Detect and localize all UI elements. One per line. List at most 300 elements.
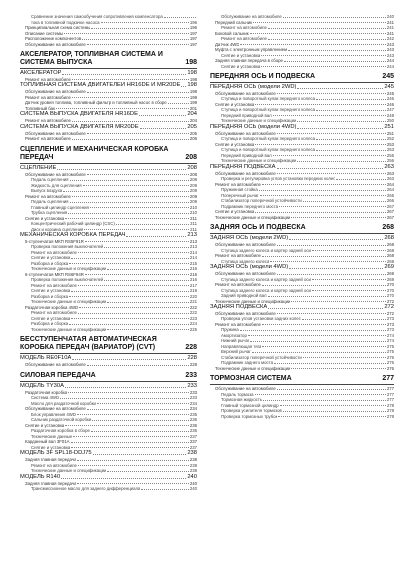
toc-entry-title: Датчик уровня топлива, топливный фильтр и топливный насос в сборе — [25, 100, 167, 106]
toc-entry-page: 213 — [189, 238, 197, 244]
dot-leader — [262, 324, 386, 325]
section-title: ТОРМОЗНАЯ СИСТЕМА — [210, 375, 292, 383]
toc-entry — [20, 474, 197, 481]
toc-entry-page: 237 — [189, 439, 197, 445]
toc-entry-page: 238 — [189, 462, 197, 468]
toc-entry-page: 267 — [386, 214, 394, 220]
toc-entry-page: 240 — [187, 473, 197, 480]
toc-entry-page: 234 — [189, 406, 197, 412]
toc-entry-page: 224 — [189, 321, 197, 327]
toc-entry-title: Ремонт на автомобиле — [25, 94, 71, 100]
toc-entry-title: ПЕРЕДНЯЯ ОСЬ (модели 4WD) — [210, 123, 297, 130]
toc-entry-title: Карданный вал 3F01A — [25, 439, 70, 445]
toc-entry-title: Обслуживание на автомобиле — [215, 271, 276, 277]
toc-entry-page: 270 — [386, 287, 394, 293]
toc-entry-title: Технические данные и спецификации — [215, 298, 291, 304]
toc-entry-title: Технические данные и спецификации — [215, 365, 291, 371]
toc-entry-title: Ступица заднего колеса — [221, 258, 270, 264]
dot-leader — [77, 414, 189, 415]
section-title: ПЕРЕДНЯЯ ОСЬ И ПОДВЕСКА — [210, 73, 316, 80]
toc-entry-page: 266 — [386, 198, 394, 204]
section-title: ЗАДНЯЯ ОСЬ И ПОДВЕСКА — [210, 224, 306, 232]
dot-leader — [277, 133, 386, 134]
toc-section — [20, 14, 197, 47]
toc-entry-page: 273 — [386, 327, 394, 333]
section-page-number: 208 — [185, 153, 197, 161]
section-rule — [20, 68, 197, 69]
toc-entry — [210, 164, 394, 171]
dot-leader — [278, 416, 385, 417]
toc-entry-title: Педаль сцепления — [31, 177, 69, 183]
toc-entry-page: 274 — [386, 338, 394, 344]
dot-leader — [78, 465, 189, 466]
toc-entry-page: 253 — [386, 147, 394, 153]
dot-leader — [279, 206, 386, 207]
toc-entry — [210, 64, 394, 70]
toc-entry — [20, 355, 197, 362]
toc-entry-page: 274 — [386, 332, 394, 338]
toc-entry-title: Сравнение значения самообучения сопротивления компенсатора — [31, 14, 163, 19]
dot-leader — [78, 285, 189, 286]
toc-entry-page: 250 — [386, 118, 394, 124]
dot-leader — [336, 179, 385, 180]
toc-entry-page: 228 — [187, 355, 197, 362]
toc-entry-title: Выпуск воздуха — [31, 188, 63, 194]
toc-entry-page: 270 — [386, 282, 394, 288]
toc-entry-page: 220 — [189, 293, 197, 299]
toc-entry-title: Ступица и поворотный кулак переднего колеса — [221, 107, 316, 113]
toc-entry-title: Описание системы — [25, 30, 64, 36]
toc-entry-title: Ремонт на автомобиле — [25, 136, 71, 142]
toc-entry — [210, 124, 394, 131]
dot-leader — [277, 389, 386, 390]
toc-entry — [210, 366, 394, 372]
dot-leader — [70, 202, 189, 203]
toc-entry — [210, 304, 394, 311]
dot-leader — [65, 425, 189, 426]
dot-leader — [107, 329, 188, 330]
toc-entry — [20, 124, 197, 131]
dot-leader — [77, 483, 188, 484]
toc-entry-title: Снятие и установка — [221, 63, 261, 69]
section-title: СИЛОВАЯ ПЕРЕДАЧА — [20, 371, 96, 379]
toc-entry-title: Задняя главная передача в сборе — [215, 58, 283, 63]
toc-entry-page: 272 — [384, 304, 394, 311]
toc-entry-page: 198 — [189, 76, 197, 82]
dot-leader — [270, 261, 385, 262]
toc-entry — [210, 235, 394, 242]
section-heading — [210, 73, 394, 81]
dot-leader — [297, 128, 383, 129]
toc-entry-title: Передний приводной вал — [221, 152, 272, 158]
toc-entry-title: Обслуживание на автомобиле — [25, 406, 86, 412]
toc-right-column — [210, 14, 394, 419]
toc-entry-page: 210 — [189, 210, 197, 216]
dot-leader — [291, 301, 385, 302]
toc-entry-page: 241 — [386, 19, 394, 25]
toc-entry-title: СИСТЕМА ВЫПУСКА ДВИГАТЕЛЯ MR20DE — [20, 123, 139, 130]
toc-entry-title: Ремонт на автомобиле — [25, 118, 71, 124]
dot-leader — [277, 173, 386, 174]
toc-entry-title: Обслуживание на автомобиле — [215, 170, 276, 176]
toc-entry-title: Задний приводной вал — [221, 293, 267, 299]
toc-entry-page: 244 — [386, 58, 394, 63]
toc-entry-page: 209 — [189, 199, 197, 205]
toc-entry-title: Снятие и установка — [25, 422, 65, 428]
dot-leader — [297, 88, 383, 89]
toc-entry-title: Раздаточная коробка в сборе — [31, 428, 90, 434]
dot-leader — [91, 431, 189, 432]
dot-leader — [277, 274, 386, 275]
toc-section — [20, 51, 197, 142]
toc-entry-title: Снятие и установка — [221, 52, 261, 58]
toc-entry-title: Ремонт на автомобиле — [221, 36, 267, 41]
dot-leader — [262, 184, 386, 185]
toc-entry-page: 209 — [189, 193, 197, 199]
toc-entry-title: Технические данные и спецификации — [31, 468, 107, 474]
toc-entry-page: 215 — [189, 260, 197, 266]
toc-entry-title: Обслуживание на автомобиле — [25, 362, 86, 368]
toc-entry-page: 252 — [386, 136, 394, 142]
toc-entry-title: Сальник раздаточной коробки — [31, 417, 92, 423]
toc-entry-title: Проверка положения выключателей — [31, 277, 104, 283]
dot-leader — [84, 229, 189, 230]
dot-leader — [283, 411, 386, 412]
toc-entry-title: Масло для раздаточной коробки — [31, 400, 96, 406]
toc-entry-title: Обслуживание на автомобиле — [25, 171, 86, 177]
toc-entry-page: 276 — [386, 365, 394, 371]
toc-entry-title: Ремонт на автомобиле — [31, 462, 77, 468]
toc-entry-page: 208 — [189, 171, 197, 177]
toc-entry-page: 272 — [386, 298, 394, 304]
toc-entry — [210, 414, 394, 420]
toc-entry-page: 269 — [386, 276, 394, 282]
toc-entry-page: 208 — [189, 177, 197, 183]
toc-entry-page: 198 — [189, 89, 197, 95]
toc-entry-page: 278 — [386, 413, 394, 419]
toc-entry-page: 205 — [187, 123, 197, 130]
section-page-number: 277 — [382, 375, 394, 383]
dot-leader — [263, 400, 386, 401]
toc-entry-page: 275 — [386, 343, 394, 349]
dot-leader — [65, 218, 189, 219]
section-heading — [210, 375, 394, 383]
toc-entry-page: 235 — [189, 411, 197, 417]
dot-leader — [72, 359, 186, 360]
toc-entry-page: 276 — [386, 360, 394, 366]
dot-leader — [78, 252, 189, 253]
toc-entry-title: Подрамник переднего моста — [221, 203, 279, 209]
toc-entry-title: МОДЕЛЬ TY30A — [20, 382, 64, 389]
toc-entry-page: 243 — [386, 52, 394, 58]
toc-entry-title: Стабилизатор поперечной устойчивости — [221, 198, 302, 204]
toc-entry-page: 277 — [386, 397, 394, 403]
section-heading — [210, 224, 394, 232]
toc-entry-title: Технические данные и спецификации — [31, 326, 107, 332]
toc-entry-title: Задняя главная передача — [25, 457, 77, 463]
dot-leader — [69, 324, 189, 325]
toc-entry-page: 205 — [189, 130, 197, 136]
toc-entry-page: 233 — [189, 389, 197, 395]
dot-leader — [255, 394, 386, 395]
dot-leader — [87, 174, 189, 175]
toc-entry-title: Задняя главная передача — [25, 480, 77, 486]
dot-leader — [252, 352, 386, 353]
toc-entry-page: 238 — [189, 457, 197, 463]
toc-left-column — [20, 14, 197, 492]
dot-leader — [259, 190, 386, 191]
dot-leader — [73, 436, 188, 437]
toc-entry-title: Ремонт на автомобиле — [215, 181, 261, 187]
toc-entry — [20, 486, 197, 492]
dot-leader — [312, 279, 386, 280]
toc-entry-title: СИСТЕМА ВЫПУСКА ДВИГАТЕЛЯ HR16DE — [20, 111, 138, 118]
dot-leader — [68, 392, 188, 393]
dot-leader — [70, 180, 189, 181]
section-page-number: 233 — [185, 371, 197, 379]
toc-entry-page: 244 — [386, 63, 394, 69]
dot-leader — [283, 17, 386, 18]
toc-entry-title: Технические данные и спецификации — [31, 266, 107, 272]
toc-entry-page: 273 — [386, 316, 394, 322]
toc-entry-title: Технические данные и спецификации — [31, 299, 107, 305]
toc-entry-title: Обслуживание на автомобиле — [25, 41, 86, 47]
toc-entry-page: 236 — [189, 422, 197, 428]
toc-entry-page: 233 — [187, 382, 197, 389]
dot-leader — [71, 258, 189, 259]
dot-leader — [268, 296, 386, 297]
section-heading — [20, 146, 197, 162]
toc-entry-page: 269 — [386, 258, 394, 264]
toc-entry-title: Проверка углов установки задних колес — [221, 316, 301, 322]
toc-entry-page: 243 — [386, 47, 394, 52]
toc-entry-page: 268 — [386, 247, 394, 253]
dot-leader — [260, 195, 386, 196]
toc-entry-title: Проверка положения выключателей — [31, 244, 104, 250]
dot-leader — [297, 121, 385, 122]
toc-entry-page: 233 — [189, 395, 197, 401]
dot-leader — [69, 296, 189, 297]
dot-leader — [248, 335, 386, 336]
dot-leader — [316, 110, 386, 111]
toc-entry-page: 268 — [386, 242, 394, 248]
dot-leader — [116, 224, 189, 225]
toc-entry-page: 269 — [386, 271, 394, 277]
dot-leader — [261, 66, 386, 67]
toc-entry-title: Стабилизатор поперечной устойчивости — [221, 354, 302, 360]
toc-entry-page: 196 — [189, 25, 197, 30]
toc-entry-page: 237 — [189, 433, 197, 439]
toc-entry — [20, 70, 197, 77]
dot-leader — [87, 133, 189, 134]
toc-entry-page: 276 — [386, 354, 394, 360]
toc-entry-page: 263 — [384, 163, 394, 170]
toc-entry-title: Технические данные и спецификации — [215, 214, 291, 220]
toc-entry-page: 221 — [189, 299, 197, 305]
section-page-number: 245 — [382, 73, 394, 80]
dot-leader — [240, 330, 386, 331]
toc-entry-page: 234 — [189, 400, 197, 406]
toc-entry-title: Ремонт на автомобиле — [215, 321, 261, 327]
toc-entry-title: Разборка и сборка — [31, 260, 69, 266]
toc-entry-page: 245 — [386, 90, 394, 96]
toc-entry-page: 275 — [386, 349, 394, 355]
dot-leader — [72, 196, 189, 197]
toc-entry-page: 216 — [189, 266, 197, 272]
dot-leader — [291, 217, 385, 218]
dot-leader — [284, 61, 386, 62]
toc-entry-page: 245 — [384, 84, 394, 90]
toc-entry-title: ПЕРЕДНЯЯ ПОДВЕСКА — [210, 163, 276, 170]
toc-entry-page: 278 — [386, 408, 394, 414]
dot-leader — [85, 241, 189, 242]
toc-entry — [20, 111, 197, 118]
toc-entry-page: 263 — [386, 170, 394, 176]
toc-entry-title: Поперечный рычаг — [221, 192, 259, 198]
dot-leader — [68, 213, 189, 214]
toc-entry-page: 269 — [384, 264, 394, 271]
dot-leader — [268, 28, 386, 29]
dot-leader — [63, 191, 189, 192]
dot-leader — [240, 44, 385, 45]
toc-entry-page: 196 — [189, 19, 197, 25]
dot-leader — [312, 250, 386, 251]
toc-entry-title: Ремонт на автомобиле — [25, 76, 71, 82]
toc-entry — [20, 327, 197, 333]
toc-entry-page: 198 — [187, 82, 197, 89]
dot-leader — [316, 150, 386, 151]
toc-entry-title: 5-ступенчатая МКП RS5F91R — [25, 238, 84, 244]
toc-entry-title: Передний приводной вал — [221, 112, 272, 118]
toc-entry-title: Концентрический рабочий цилиндр (CSC) — [31, 221, 115, 227]
toc-entry-title: Проверка тормозных трубок — [221, 413, 278, 419]
toc-entry-page: 241 — [386, 25, 394, 30]
toc-entry-title: Ступица и поворотный кулак переднего колеса — [221, 136, 316, 142]
toc-entry-page: 237 — [189, 444, 197, 450]
dot-leader — [87, 44, 189, 45]
dot-leader — [255, 144, 386, 145]
toc-entry-page: 228 — [189, 362, 197, 368]
dot-leader — [303, 201, 386, 202]
toc-entry-page: 268 — [384, 235, 394, 242]
toc-entry-page: 199 — [189, 94, 197, 100]
dot-leader — [253, 22, 386, 23]
dot-leader — [93, 454, 187, 455]
toc-entry-page: 214 — [189, 255, 197, 261]
toc-entry-title: Система 4WD — [31, 395, 60, 401]
dot-leader — [61, 478, 186, 479]
toc-entry-title: Ступица и поворотный кулак переднего колеса — [221, 96, 316, 102]
toc-entry-page: 263 — [386, 176, 394, 182]
dot-leader — [78, 313, 189, 314]
toc-entry-page: 246 — [386, 96, 394, 102]
toc-entry-page: 210 — [189, 204, 197, 210]
toc-entry-title: Муфта с электронным управлением — [215, 47, 288, 52]
dot-leader — [104, 247, 188, 248]
toc-entry — [20, 165, 197, 172]
dot-leader — [90, 207, 189, 208]
dot-leader — [69, 263, 189, 264]
dot-leader — [92, 420, 189, 421]
toc-entry-page: 204 — [189, 118, 197, 124]
toc-entry-title: Снятие и установка — [31, 288, 71, 294]
toc-entry-title: Верхний рычаг — [221, 349, 251, 355]
toc-entry-title: АКСЕЛЕРАТОР — [20, 70, 62, 76]
dot-leader — [71, 291, 189, 292]
toc-entry-title: Ремонт на автомобиле — [221, 25, 267, 30]
toc-entry-title: Датчик 4WD — [215, 41, 240, 47]
toc-entry-title: Пружина — [221, 327, 239, 333]
toc-entry-page: 273 — [386, 321, 394, 327]
toc-entry-title: МЕХАНИЧЕСКАЯ КОРОБКА ПЕРЕДАЧ — [20, 232, 126, 239]
toc-entry-title: Диск и корзина сцепления — [31, 226, 84, 232]
toc-entry-page: 240 — [386, 14, 394, 19]
toc-entry-title: Снятие и установка — [215, 141, 255, 147]
toc-entry — [20, 42, 197, 48]
toc-entry-title: Педаль тормоза — [221, 391, 254, 397]
toc-entry-title: Разборка и сборка — [31, 321, 69, 327]
section-rule — [210, 82, 394, 83]
toc-entry-page: 216 — [189, 271, 197, 277]
toc-entry-page: 217 — [189, 282, 197, 288]
dot-leader — [250, 341, 385, 342]
section-page-number: 228 — [185, 344, 197, 352]
toc-entry-title: Снятие и установка — [215, 101, 255, 107]
toc-entry-title: Раздаточная коробка — [25, 389, 68, 395]
toc-entry-title: Снятие и установка — [31, 315, 71, 321]
toc-entry-page: 201 — [189, 105, 197, 111]
toc-entry-title: Тормозная жидкость — [221, 397, 263, 403]
toc-entry-title: Ступица заднего колеса и картер задней оси — [221, 287, 311, 293]
dot-leader — [303, 357, 386, 358]
dot-leader — [126, 236, 186, 237]
toc-entry-title: Педаль сцепления — [31, 199, 69, 205]
dot-leader — [250, 33, 386, 34]
dot-leader — [77, 460, 188, 461]
section-title: СЦЕПЛЕНИЕ И МЕХАНИЧЕСКАЯ КОРОБКА ПЕРЕДАЧ — [20, 145, 169, 161]
toc-entry-page: 239 — [189, 468, 197, 474]
dot-leader — [60, 398, 189, 399]
dot-leader — [181, 86, 186, 87]
toc-entry-page: 199 — [189, 100, 197, 106]
toc-entry-title: Передний сальник — [215, 19, 252, 25]
dot-leader — [255, 212, 386, 213]
toc-entry-title: МОДЕЛЬ 3F SPL18-DDJ75 — [20, 450, 92, 457]
toc-entry-title: Снятие и установка — [215, 209, 255, 215]
section-title: БЕССТУПЕНЧАТАЯ АВТОМАТИЧЕСКАЯ КОРОБКА ПЕРЕДАЧ (ВАРИАТОР) (CVT) — [20, 336, 157, 352]
toc-entry-page: 213 — [189, 244, 197, 250]
toc-entry-page: 222 — [189, 310, 197, 316]
toc-entry-title: Блок управления 4WD — [31, 411, 76, 417]
toc-entry-page: 225 — [189, 326, 197, 332]
toc-entry-page: 247 — [386, 107, 394, 113]
toc-entry-title: Ремонт на автомобиле — [25, 193, 71, 199]
toc-entry — [20, 136, 197, 142]
dot-leader — [101, 22, 189, 23]
toc-entry-title: Боковой сальник — [215, 30, 249, 36]
toc-entry-title: Главный тормозной цилиндр — [221, 402, 279, 408]
toc-entry-title: СЦЕПЛЕНИЕ — [20, 164, 57, 171]
toc-entry-page: 278 — [386, 402, 394, 408]
toc-entry-title: Ступица заднего колеса и картер задней оси — [221, 247, 311, 253]
toc-entry-page: 248 — [386, 112, 394, 118]
toc-entry-title: Обслуживание на автомобиле — [215, 242, 276, 248]
toc-entry-title: Технические данные и спецификации — [221, 158, 297, 164]
toc-entry-page: 272 — [386, 310, 394, 316]
dot-leader — [83, 185, 189, 186]
dot-leader — [273, 115, 386, 116]
toc-entry-page: 277 — [386, 386, 394, 392]
